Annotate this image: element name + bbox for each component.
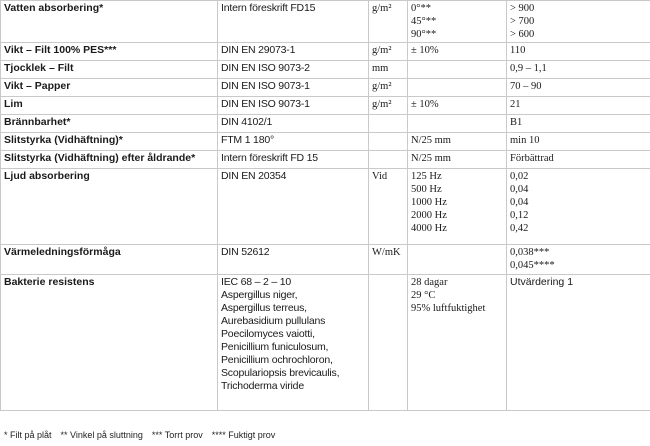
condition-cell-line: 500 Hz <box>411 184 442 195</box>
value-cell <box>507 1 650 43</box>
norm-cell <box>218 169 369 245</box>
property-cell: Vikt – Papper <box>1 79 218 97</box>
value-cell-line: min 10 <box>510 135 540 146</box>
unit-cell: W/mK <box>369 245 408 275</box>
unit-cell <box>369 151 408 169</box>
condition-cell-line: 125 Hz <box>411 171 442 182</box>
unit-cell: g/m² <box>369 97 408 115</box>
norm-cell-line: DIN 4102/1 <box>221 116 273 128</box>
value-cell <box>507 61 650 79</box>
value-cell-line: 21 <box>510 99 521 110</box>
property-cell: Värmeledningsförmåga <box>1 245 218 275</box>
condition-cell <box>408 79 507 97</box>
unit-cell <box>369 133 408 151</box>
value-cell-line: 0,12 <box>510 210 529 221</box>
footnote: *** Torrt prov <box>151 430 203 440</box>
condition-cell <box>408 115 507 133</box>
norm-cell <box>218 79 369 97</box>
norm-cell-line: DIN EN 20354 <box>221 170 287 182</box>
value-cell-line: 110 <box>510 45 526 56</box>
norm-cell <box>218 151 369 169</box>
norm-cell-line: Aspergillus niger, <box>221 289 298 301</box>
norm-cell-line: Aurebasidium pullulans <box>221 315 326 327</box>
value-cell-line: > 600 <box>510 29 535 40</box>
norm-cell-line: Penicillium funiculosum, <box>221 341 329 353</box>
value-cell-line: > 900 <box>510 3 535 14</box>
norm-cell <box>218 43 369 61</box>
condition-cell-line: 90°** <box>411 29 437 40</box>
value-cell-line: 0,045**** <box>510 260 555 271</box>
unit-cell: g/m² <box>369 1 408 43</box>
table-row <box>1 1 650 43</box>
table-row <box>1 275 650 411</box>
value-cell-line: 0,9 – 1,1 <box>510 63 547 74</box>
table-row <box>1 115 650 133</box>
condition-cell <box>408 169 507 245</box>
property-cell: Ljud absorbering <box>1 169 218 245</box>
norm-cell <box>218 275 369 411</box>
property-cell: Tjocklek – Filt <box>1 61 218 79</box>
value-cell-line: > 700 <box>510 16 535 27</box>
unit-cell <box>369 115 408 133</box>
norm-cell-line: DIN EN ISO 9073-1 <box>221 98 310 110</box>
norm-cell <box>218 133 369 151</box>
norm-cell <box>218 115 369 133</box>
unit-cell: g/m² <box>369 79 408 97</box>
norm-cell-line: Scopulariopsis brevicaulis, <box>221 367 340 379</box>
property-cell: Slitstyrka (Vidhäftning) efter åldrande* <box>1 151 218 169</box>
norm-cell <box>218 97 369 115</box>
condition-cell <box>408 133 507 151</box>
table-row <box>1 43 650 61</box>
norm-cell-line: Intern föreskrift FD 15 <box>221 152 318 164</box>
value-cell-line: Förbättrad <box>510 153 554 164</box>
condition-cell-line: N/25 mm <box>411 153 451 164</box>
table-row <box>1 61 650 79</box>
property-cell: Slitstyrka (Vidhäftning)* <box>1 133 218 151</box>
norm-cell-line: Intern föreskrift FD15 <box>221 2 316 14</box>
norm-cell-line: DIN EN 29073-1 <box>221 44 296 56</box>
condition-cell <box>408 1 507 43</box>
value-cell-line: B1 <box>510 117 523 128</box>
value-cell-line: 0,04 <box>510 184 529 195</box>
condition-cell <box>408 61 507 79</box>
table-row <box>1 97 650 115</box>
norm-cell <box>218 61 369 79</box>
norm-cell-line: FTM 1 180° <box>221 134 274 146</box>
unit-cell: g/m² <box>369 43 408 61</box>
footnote: **** Fuktigt prov <box>211 430 276 440</box>
condition-cell-line: 28 dagar <box>411 277 448 288</box>
value-cell <box>507 275 650 411</box>
condition-cell-line: 2000 Hz <box>411 210 447 221</box>
footnote: * Filt på plåt <box>4 430 52 440</box>
unit-cell: Vid <box>369 169 408 245</box>
unit-cell <box>369 275 408 411</box>
value-cell <box>507 97 650 115</box>
footnote: ** Vinkel på sluttning <box>60 430 143 440</box>
value-cell <box>507 115 650 133</box>
value-cell <box>507 43 650 61</box>
condition-cell-line: N/25 mm <box>411 135 451 146</box>
value-cell-line: Utvärdering 1 <box>510 276 574 288</box>
property-cell: Vatten absorbering* <box>1 1 218 43</box>
norm-cell <box>218 1 369 43</box>
condition-cell-line: 1000 Hz <box>411 197 447 208</box>
value-cell-line: 0,04 <box>510 197 529 208</box>
value-cell-line: 0,038*** <box>510 247 550 258</box>
condition-cell-line: 4000 Hz <box>411 223 447 234</box>
footnotes <box>4 430 284 440</box>
property-cell: Bakterie resistens <box>1 275 218 411</box>
norm-cell-line: DIN EN ISO 9073-2 <box>221 62 310 74</box>
condition-cell <box>408 43 507 61</box>
unit-cell: mm <box>369 61 408 79</box>
norm-cell-line: Aspergillus terreus, <box>221 302 307 314</box>
norm-cell <box>218 245 369 275</box>
norm-cell-line: DIN 52612 <box>221 246 270 258</box>
table-row <box>1 245 650 275</box>
condition-cell <box>408 275 507 411</box>
norm-cell-line: Poecilomyces vaiotti, <box>221 328 315 340</box>
norm-cell-line: Penicillium ochrochloron, <box>221 354 333 366</box>
table-row <box>1 79 650 97</box>
property-cell: Vikt – Filt 100% PES*** <box>1 43 218 61</box>
table-row <box>1 169 650 245</box>
norm-cell-line: Trichoderma viride <box>221 380 304 392</box>
condition-cell-line: 45°** <box>411 16 437 27</box>
condition-cell-line: ± 10% <box>411 99 439 110</box>
norm-cell-line: DIN EN ISO 9073-1 <box>221 80 310 92</box>
value-cell-line: 0,42 <box>510 223 529 234</box>
table-row <box>1 133 650 151</box>
value-cell <box>507 151 650 169</box>
condition-cell <box>408 97 507 115</box>
value-cell-line: 0,02 <box>510 171 529 182</box>
value-cell <box>507 169 650 245</box>
property-cell: Lim <box>1 97 218 115</box>
condition-cell <box>408 151 507 169</box>
value-cell <box>507 133 650 151</box>
value-cell-line: 70 – 90 <box>510 81 542 92</box>
condition-cell-line: 95% luftfuktighet <box>411 303 486 314</box>
condition-cell-line: 0°** <box>411 3 431 14</box>
value-cell <box>507 79 650 97</box>
condition-cell-line: 29 °C <box>411 290 436 301</box>
table-row <box>1 151 650 169</box>
value-cell <box>507 245 650 275</box>
property-cell: Brännbarhet* <box>1 115 218 133</box>
spec-table-body <box>1 1 650 411</box>
condition-cell <box>408 245 507 275</box>
norm-cell-line: IEC 68 – 2 – 10 <box>221 276 291 288</box>
condition-cell-line: ± 10% <box>411 45 439 56</box>
